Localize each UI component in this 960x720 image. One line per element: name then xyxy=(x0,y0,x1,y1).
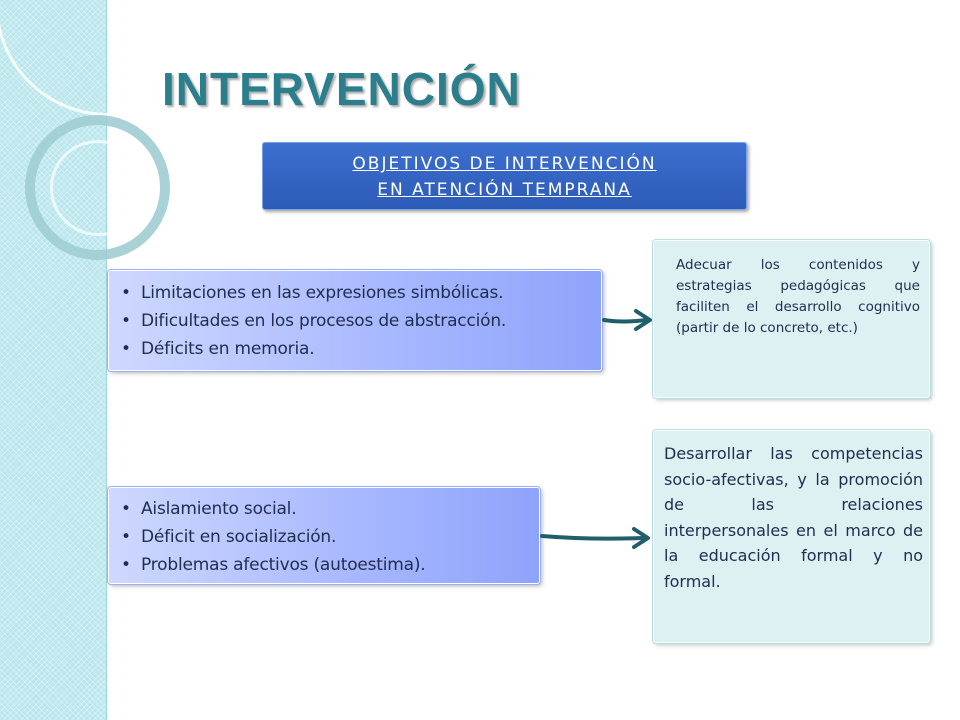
bullet-icon: • xyxy=(121,499,131,519)
social-difficulties-box xyxy=(108,487,540,584)
objectives-banner xyxy=(262,142,747,210)
bullet-icon: • xyxy=(121,283,131,303)
list-item-text: Problemas afectivos (autoestima). xyxy=(141,555,426,575)
slide-title: INTERVENCIÓN xyxy=(162,63,521,115)
bullet-icon: • xyxy=(121,339,131,359)
list-item-text: Déficit en socialización. xyxy=(141,527,337,547)
cognitive-difficulties-list xyxy=(109,279,601,363)
list-item xyxy=(109,307,601,335)
decorative-circle xyxy=(50,140,146,236)
list-item-text: Aislamiento social. xyxy=(141,499,297,519)
cognitive-objective-box: Adecuar los contenidos y estrategias pedagógicas que faciliten el desarrollo cognitivo (partir de lo concreto, etc.) xyxy=(653,240,930,398)
list-item xyxy=(109,279,601,307)
social-difficulties-list xyxy=(109,495,539,579)
arrow-right-icon xyxy=(602,305,654,335)
objectives-banner-line2: EN ATENCIÓN TEMPRANA xyxy=(377,180,632,200)
objectives-banner-line1: OBJETIVOS DE INTERVENCIÓN xyxy=(352,154,657,174)
list-item xyxy=(109,335,601,363)
bullet-icon: • xyxy=(121,311,131,331)
list-item-text: Déficits en memoria. xyxy=(141,339,315,359)
social-objective-box: Desarrollar las competencias socio-afectivas, y la promoción de las relaciones interpersonales en el marco de la educación formal y no formal. xyxy=(653,430,930,643)
list-item xyxy=(109,523,539,551)
list-item xyxy=(109,551,539,579)
list-item-text: Dificultades en los procesos de abstracción. xyxy=(141,311,507,331)
list-item-text: Limitaciones en las expresiones simbólicas. xyxy=(141,283,504,303)
cognitive-difficulties-box xyxy=(108,270,602,371)
bullet-icon: • xyxy=(121,555,131,575)
list-item xyxy=(109,495,539,523)
arrow-right-icon xyxy=(540,522,652,552)
bullet-icon: • xyxy=(121,527,131,547)
